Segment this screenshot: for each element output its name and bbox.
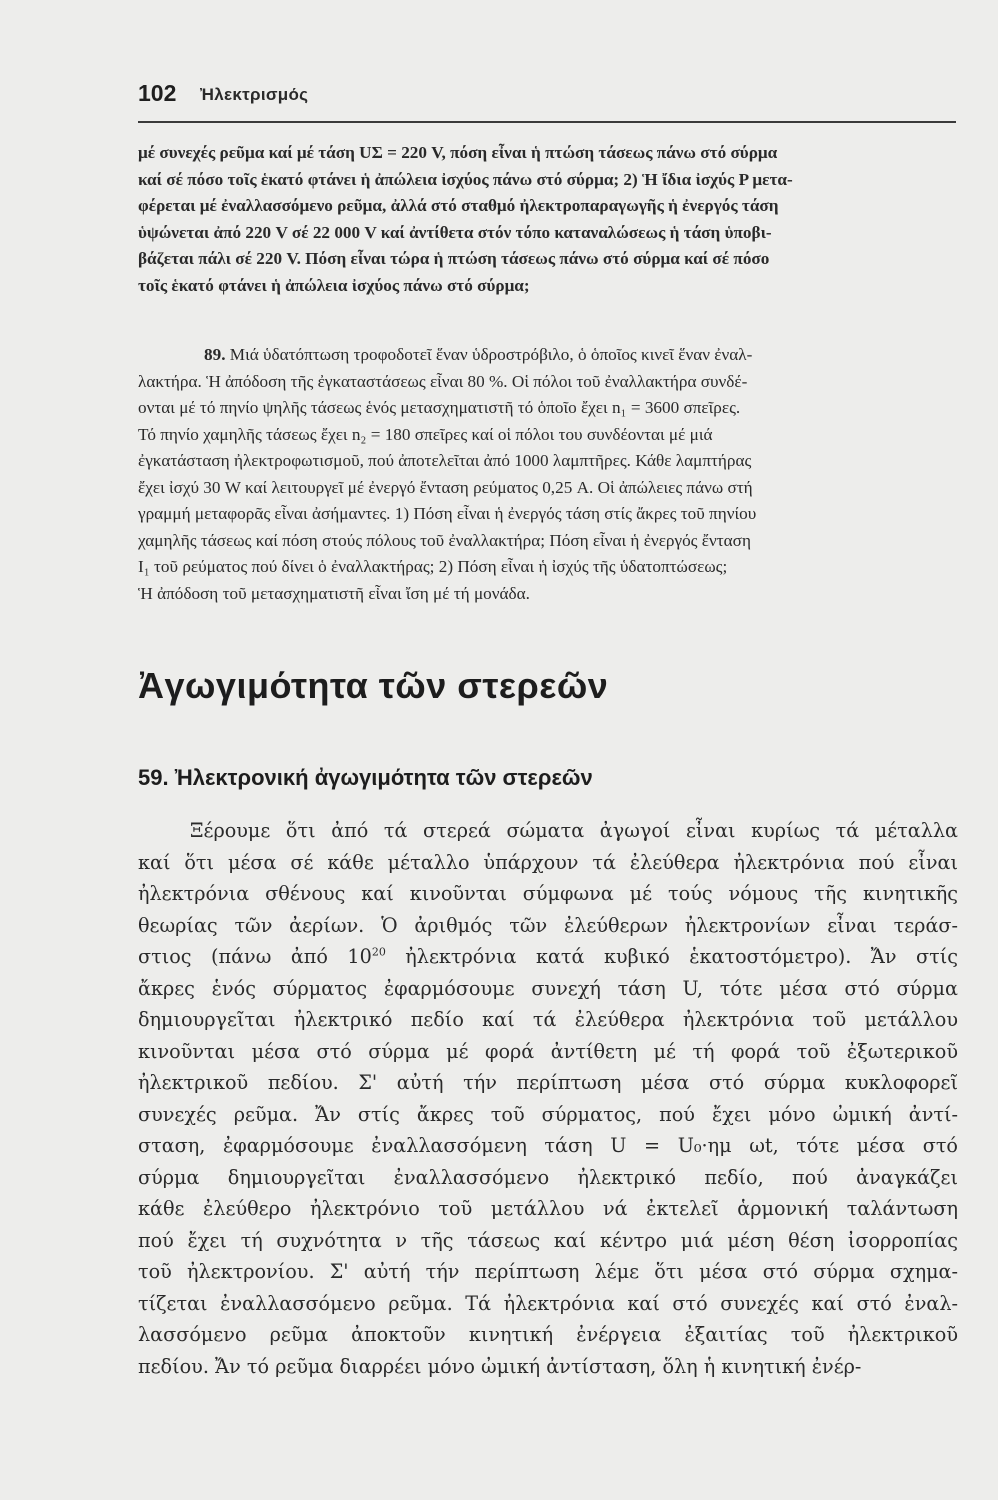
problem-first-line bbox=[138, 342, 958, 369]
text-line: κινοῦνται μέσα στό σύρμα μέ φορά ἀντίθετη μέ τή φορά τοῦ ἐξωτερικοῦ bbox=[138, 1039, 958, 1063]
problem-continuation bbox=[138, 140, 958, 299]
running-title: Ἠλεκτρισμός bbox=[200, 85, 309, 104]
problem-89 bbox=[138, 342, 958, 607]
subsection-title: 59. Ἠλεκτρονική ἀγωγιμότητα τῶν στερεῶν bbox=[138, 765, 593, 790]
text-line: ἄκρες ἑνός σύρματος ἐφαρμόσουμε συνεχή τάση U, τότε μέσα στό σύρμα bbox=[138, 976, 958, 1000]
text-line: πού ἔχει τή συχνότητα ν τῆς τάσεως καί κέντρο μιά μέση θέση ἰσορροπίας bbox=[138, 1228, 958, 1252]
page-header bbox=[138, 80, 958, 120]
text-line: γραμμή μεταφορᾶς εἶναι ἀσήμαντες. 1) Πόση εἶναι ἡ ἐνεργός τάση στίς ἄκρες τοῦ πηνίου bbox=[138, 504, 757, 523]
text-line: μέ συνεχές ρεῦμα καί μέ τάση UΣ = 220 V, πόση εἶναι ἡ πτώση τάσεως πάνω στό σύρμα bbox=[138, 143, 778, 162]
text-line: καί σέ πόσο τοῖς ἑκατό φτάνει ἡ ἀπώλεια ἰσχύος πάνω στό σύρμα; 2) Ἡ ἴδια ἰσχύς P μετα- bbox=[138, 169, 793, 189]
text-line: λακτήρα. Ἡ ἀπόδοση τῆς ἐγκαταστάσεως εἶναι 80 %. Οἱ πόλοι τοῦ ἐναλλακτήρα συνδέ- bbox=[138, 371, 748, 391]
text-line: βάζεται πάλι σέ 220 V. Πόση εἶναι τώρα ἡ πτώση τάσεως πάνω στό σύρμα καί σέ πόσο bbox=[138, 249, 770, 268]
text-line: ἠλεκτρόνια σθένους καί κινοῦνται σύμφωνα μέ τούς νόμους τῆς κινητικῆς bbox=[138, 882, 958, 905]
text-line: συνεχές ρεῦμα. Ἄν στίς ἄκρες τοῦ σύρματος, πού ἔχει μόνο ὠμική ἀντί- bbox=[138, 1102, 958, 1126]
text-line: κάθε ἐλεύθερο ἠλεκτρόνιο τοῦ μετάλλου νά ἐκτελεῖ ἁρμονική ταλάντωση bbox=[138, 1197, 958, 1220]
text-line: σταση, ἐφαρμόσουμε ἐναλλασσόμενη τάση U = U₀·ημ ωt, τότε μέσα στό bbox=[138, 1134, 958, 1157]
text-line: Μιά ὑδατόπτωση τροφοδοτεῖ ἕναν ὑδροστρόβιλο, ὁ ὁποῖος κινεῖ ἕναν ἐναλ- bbox=[229, 345, 753, 364]
text-line: τοῦ ἠλεκτρονίου. Σ' αὐτή τήν περίπτωση λέμε ὅτι μέσα στό σύρμα σχημα- bbox=[138, 1260, 958, 1283]
text-line: τοῖς ἑκατό φτάνει ἡ ἀπώλεια ἰσχύος πάνω στό σύρμα; bbox=[138, 275, 530, 295]
problem-number: 89. bbox=[204, 345, 226, 364]
text-line: δημιουργεῖται ἠλεκτρικό πεδίο καί τά ἐλεύθερα ἠλεκτρόνια τοῦ μετάλλου bbox=[138, 1008, 958, 1031]
text-line: ὑψώνεται ἀπό 220 V σέ 22 000 V καί ἀντίθετα στόν τόπο καταναλώσεως ἡ τάση ὑποβι- bbox=[138, 222, 772, 242]
text-segment: στιος (πάνω ἀπό 10 bbox=[138, 945, 372, 968]
page-number: 102 bbox=[138, 80, 177, 106]
text-line: Ξέρουμε ὅτι ἀπό τά στερεά σώματα ἀγωγοί εἶναι κυρίως τά μέταλλα bbox=[190, 819, 958, 842]
text-segment: ἠλεκτρόνια κατά κυβικό ἑκατοστόμετρο). Ἄν στίς bbox=[385, 945, 958, 968]
section-title: Ἀγωγιμότητα τῶν στερεῶν bbox=[138, 665, 609, 706]
body-text bbox=[138, 815, 958, 1382]
text-line: πεδίου. Ἄν τό ρεῦμα διαρρέει μόνο ὠμική ἀντίσταση, ὅλη ἡ κινητική ἐνέρ- bbox=[138, 1354, 862, 1378]
text-line: καί ὅτι μέσα σέ κάθε μέταλλο ὑπάρχουν τά ἐλεύθερα ἠλεκτρόνια πού εἶναι bbox=[138, 850, 958, 874]
text-line: χαμηλῆς τάσεως καί πόση στούς πόλους τοῦ ἐναλλακτήρα; Πόση εἶναι ἡ ἐνεργός ἔνταση bbox=[138, 530, 751, 550]
header-divider bbox=[138, 121, 956, 123]
text-line: ονται μέ τό πηνίο ψηλῆς τάσεως ἑνός μετασχηματιστῆ τό ὁποῖο ἔχει n₁ = 3600 σπεῖρες. bbox=[138, 398, 741, 417]
text-line: I₁ τοῦ ρεύματος πού δίνει ὁ ἐναλλακτήρας; 2) Πόση εἶναι ἡ ἰσχύς τῆς ὑδατοπτώσεως; bbox=[138, 557, 728, 576]
text-line: Τό πηνίο χαμηλῆς τάσεως ἔχει n₂ = 180 σπεῖρες καί οἱ πόλοι του συνδέονται μέ μιά bbox=[138, 424, 713, 444]
text-line: λασσόμενο ρεῦμα ἀποκτοῦν κινητική ἐνέργεια ἐξαιτίας τοῦ ἠλεκτρικοῦ bbox=[138, 1323, 958, 1346]
text-line: σύρμα δημιουργεῖται ἐναλλασσόμενο ἠλεκτρικό πεδίο, πού ἀναγκάζει bbox=[138, 1165, 958, 1189]
text-line: ἐγκατάσταση ἠλεκτροφωτισμοῦ, πού ἀποτελεῖται ἀπό 1000 λαμπτῆρες. Κάθε λαμπτήρας bbox=[138, 451, 752, 470]
text-line-with-exponent bbox=[138, 941, 958, 973]
text-line: φέρεται μέ ἐναλλασσόμενο ρεῦμα, ἀλλά στό σταθμό ἠλεκτροπαραγωγῆς ἡ ἐνεργός τάση bbox=[138, 196, 779, 215]
exponent: 20 bbox=[371, 945, 386, 959]
text-line: ἠλεκτρικοῦ πεδίου. Σ' αὐτή τήν περίπτωση μέσα στό σύρμα κυκλοφορεῖ bbox=[138, 1071, 958, 1094]
text-line: τίζεται ἐναλλασσόμενο ρεῦμα. Τά ἠλεκτρόνια καί στό συνεχές καί στό ἐναλ- bbox=[138, 1291, 958, 1315]
text-line: θεωρίας τῶν ἀερίων. Ὁ ἀριθμός τῶν ἐλεύθερων ἠλεκτρονίων εἶναι τεράσ- bbox=[138, 913, 958, 937]
text-line: Ἡ ἀπόδοση τοῦ μετασχηματιστῆ εἶναι ἴση μέ τή μονάδα. bbox=[138, 583, 530, 603]
text-line: ἔχει ἰσχύ 30 W καί λειτουργεῖ μέ ἐνεργό ἔνταση ρεύματος 0,25 A. Οἱ ἀπώλειες πάνω στή bbox=[138, 477, 753, 497]
